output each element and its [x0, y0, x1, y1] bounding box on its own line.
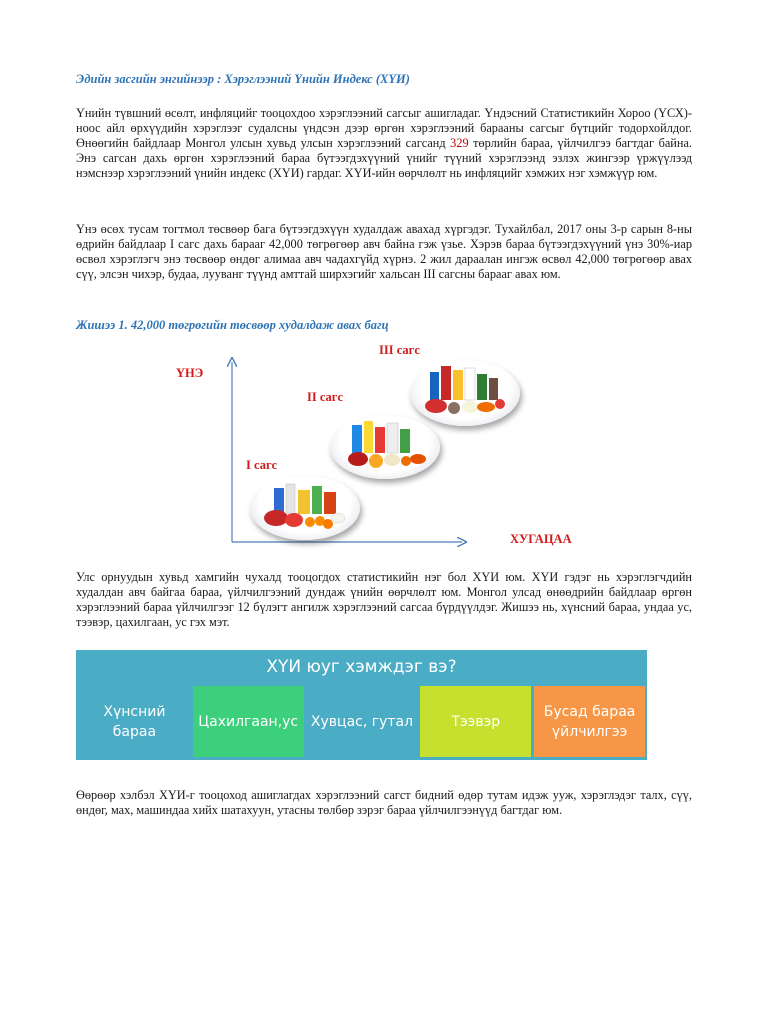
cpi-categories-table [76, 650, 647, 760]
cpi-category-row [79, 686, 645, 757]
basket-1-image [250, 476, 360, 540]
basket-1-groceries [250, 476, 360, 540]
paragraph-1-text-b: төрлийн бараа, үйлчилгээ багтдаг байна. Энэ сагсан дахь өргөн хэрэглээний бараа бүтээгдэхүүний үнийг түүний хэрэглээнд эзлэх жингээр үржүүлээд нэмснээр хэрэглээний үнийн индекс (ХҮИ) гардаг. ХҮИ-ийн өөрчлөлт нь инфляцийг хэмжих нэг хэмжүүр юм. [76, 136, 692, 180]
cpi-category-other: Бусад бараа үйлчилгээ [534, 686, 645, 757]
basket-label-2: II сагс [307, 390, 344, 404]
page-title: Эдийн засгийн энгийнээр : Хэрэглээний Үнийн Индекс (ХҮИ) [76, 72, 410, 86]
basket-3-image [410, 360, 520, 426]
cpi-category-food: Хүнсний бараа [79, 686, 190, 757]
basket-3-groceries [410, 360, 520, 426]
basket-label-1: I сагс [246, 458, 278, 472]
paragraph-2: Үнэ өсөх тусам тогтмол төсвөөр бага бүтээгдэхүүн худалдаж авахад хүргэдэг. Тухайлбал, 2017 оны 3-р сарын 8-ны өдрийн байдлаар I сагс дахь барааг 42,000 төгрөгөөр авч байна гэж үзье. Хэрэв бараа бүтээгдэхүүний үнэ 30%-иар өсвөл хэрэглэгч энэ төсвөөр өндөг алимаа авч чадахгүйд хүрнэ. 2 жил дараалан ингэж өсвөл 42,000 төгрөгөөр авах сүү, элсэн чихэр, будаа, лууванг түүнд амттай ширхэгийг хальсан III сагсны барааг авах юм. [76, 222, 692, 281]
basket-count-number: 329 [450, 136, 469, 150]
paragraph-3: Улс орнуудын хувьд хамгийн чухалд тооцогдох статистикийн нэг бол ХҮИ юм. ХҮИ гэдэг нь хэрэглэгчдийн худалдан авч байгаа бараа, үйлчилгээний дундаж үнийн өөрчлөлт юм. Монгол улсад өнөөдрийн байдлаар өргөн хэрэглээний бараа үйлчилгээг 12 бүлэгт ангилж хэрэглээний сагсаа бүрдүүлдэг. Жишээ нь, хүнсний бараа, ундаа ус, тээвэр, цахилгаан, ус гэх мэт. [76, 570, 692, 629]
example-caption: Жишээ 1. 42,000 төгрөгийн төсвөөр худалдаж авах багц [76, 318, 389, 332]
y-axis-label: ҮНЭ [176, 366, 204, 380]
paragraph-1-text-a: Үнийн түвшний өсөлт, инфляцийг тооцохдоо хэрэглээний сагсыг ашигладаг. Үндэсний Статистикийн Хороо (ҮСХ)-ноос айл өрхүүдийн хэрэглээг судалсны үндсэн дээр өргөн хэрэглээний барааны сагсыг бүтцийг тодорхойлдог. Өнөөгийн байдлаар Монгол улсын хувьд улсын хэрэглээний сагсанд [76, 106, 692, 150]
paragraph-1 [76, 106, 692, 181]
basket-label-3: III сагс [379, 343, 420, 357]
paragraph-4: Өөрөөр хэлбэл ХҮИ-г тооцоход ашиглагдах хэрэглээний сагст бидний өдөр тутам идэж ууж, хэрэглэдэг талх, сүү, өндөг, мах, машиндаа хийх шатахуун, утасны төлбөр зэрэг бараа үйлчилгээнүүд багтдаг юм. [76, 788, 692, 817]
cpi-category-clothing: Хувцас, гутал [307, 686, 418, 757]
cpi-category-utilities: Цахилгаан,ус [193, 686, 304, 757]
basket-diagram [150, 340, 600, 560]
cpi-category-transport: Тээвэр [420, 686, 531, 757]
cpi-table-header: ХҮИ юуг хэмждэг вэ? [266, 657, 457, 677]
x-axis-label: ХУГАЦАА [510, 532, 572, 546]
